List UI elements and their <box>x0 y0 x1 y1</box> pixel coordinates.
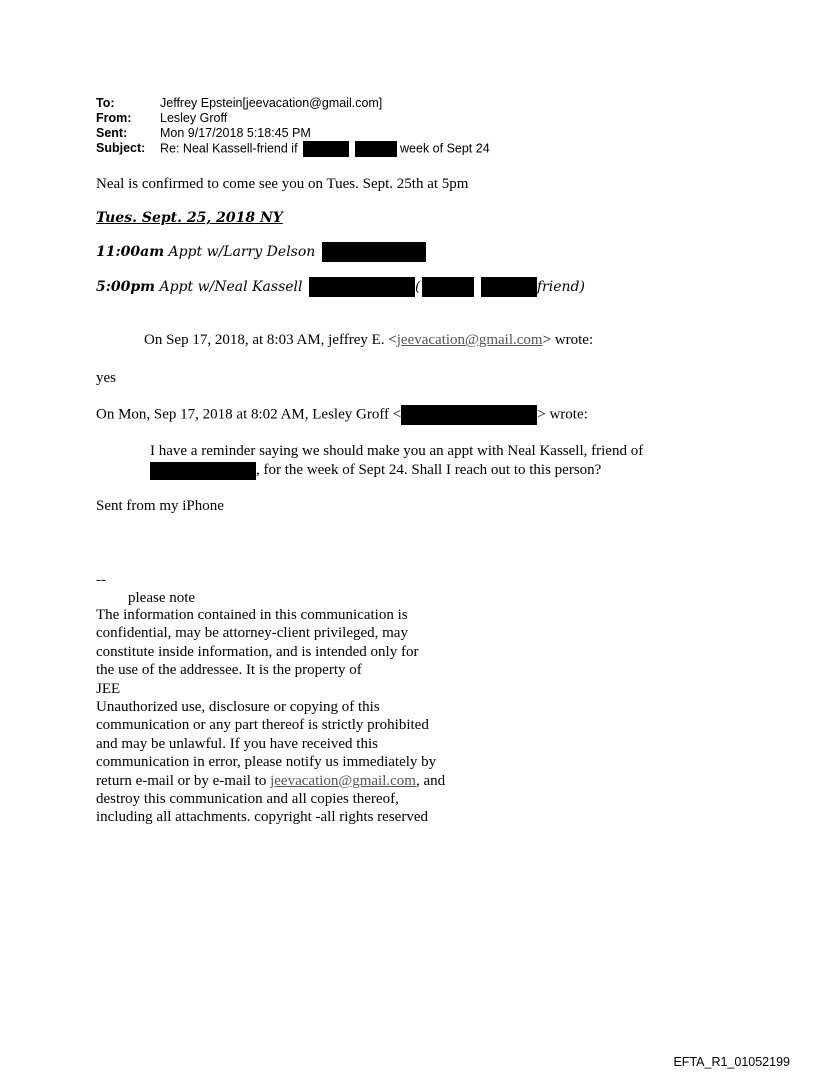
disclaimer-line: communication in error, please notify us immediately by <box>96 754 437 771</box>
redaction-box <box>150 462 256 480</box>
redaction-box <box>322 242 426 262</box>
from-label: From: <box>96 111 132 125</box>
reminder-line-2 <box>150 461 601 480</box>
disclaimer-line: the use of the addressee. It is the property of <box>96 662 362 679</box>
reply-yes: yes <box>96 370 116 386</box>
redaction-box <box>422 277 474 297</box>
disclaimer-line: JEE <box>96 680 121 697</box>
appointment-2-text: Appt w/Neal Kassell <box>159 279 303 295</box>
return-prefix: return e-mail or by e-mail to <box>96 772 271 789</box>
signature: Sent from my iPhone <box>96 498 224 514</box>
schedule-date: Tues. Sept. 25, 2018 NY <box>96 210 283 226</box>
please-note: please note <box>128 590 196 606</box>
quote-header-2-suffix: > wrote: <box>537 406 588 423</box>
quote-header-2 <box>96 405 588 425</box>
disclaimer-block <box>96 606 476 827</box>
redaction-box <box>355 141 397 157</box>
quote-header-1-prefix: On Sep 17, 2018, at 8:03 AM, jeffrey E. < <box>144 332 397 348</box>
redaction-box <box>481 277 537 297</box>
document-id: EFTA_R1_01052199 <box>673 1055 790 1069</box>
to-value: Jeffrey Epstein[jeevacation@gmail.com] <box>160 96 383 110</box>
appointment-2-paren: ( <box>414 279 421 295</box>
email-link[interactable]: jeevacation@gmail.com <box>270 772 416 789</box>
sent-value: Mon 9/17/2018 5:18:45 PM <box>160 126 311 140</box>
appointment-2 <box>96 277 585 297</box>
to-label: To: <box>96 96 115 110</box>
email-link[interactable]: jeevacation@gmail.com <box>396 332 543 348</box>
subject-suffix: week of Sept 24 <box>400 141 490 156</box>
disclaimer-line: constitute inside information, and is intended only for <box>96 643 419 660</box>
appointment-1 <box>96 242 426 262</box>
subject-prefix: Re: Neal Kassell-friend if <box>160 141 298 156</box>
disclaimer-line: confidential, may be attorney-client privileged, may <box>96 625 408 642</box>
disclaimer-line: The information contained in this communication is <box>96 607 408 623</box>
from-value: Lesley Groff <box>160 111 228 125</box>
disclaimer-line: including all attachments. copyright -all rights reserved <box>96 809 428 826</box>
redaction-box <box>309 277 415 297</box>
disclaimer-line: destroy this communication and all copies thereof, <box>96 791 399 808</box>
disclaimer-line: communication or any part thereof is strictly prohibited <box>96 717 429 734</box>
signature-dashes: -- <box>96 572 106 588</box>
disclaimer-line: and may be unlawful. If you have received this <box>96 735 378 752</box>
reminder-line-2-text: , for the week of Sept 24. Shall I reach out to this person? <box>256 462 602 478</box>
subject-label: Subject: <box>96 141 146 155</box>
appointment-2-friend: friend) <box>536 279 585 295</box>
quote-header-1 <box>144 331 593 349</box>
redaction-box <box>303 141 349 157</box>
disclaimer-return-line <box>96 772 476 790</box>
disclaimer-line: Unauthorized use, disclosure or copying of this <box>96 699 380 716</box>
confirm-line: Neal is confirmed to come see you on Tues. Sept. 25th at 5pm <box>96 176 469 192</box>
quote-header-2-prefix: On Mon, Sep 17, 2018 at 8:02 AM, Lesley Groff < <box>96 406 402 423</box>
subject-value <box>160 141 490 157</box>
appointment-2-time: 5:00pm <box>96 279 155 295</box>
redaction-box <box>401 405 537 425</box>
reminder-line-1: I have a reminder saying we should make you an appt with Neal Kassell, friend of <box>150 443 644 459</box>
appointment-1-text: Appt w/Larry Delson <box>168 244 316 260</box>
quote-header-1-suffix: > wrote: <box>542 332 594 348</box>
return-suffix: , and <box>415 772 446 789</box>
appointment-1-time: 11:00am <box>96 244 165 260</box>
sent-label: Sent: <box>96 126 128 140</box>
